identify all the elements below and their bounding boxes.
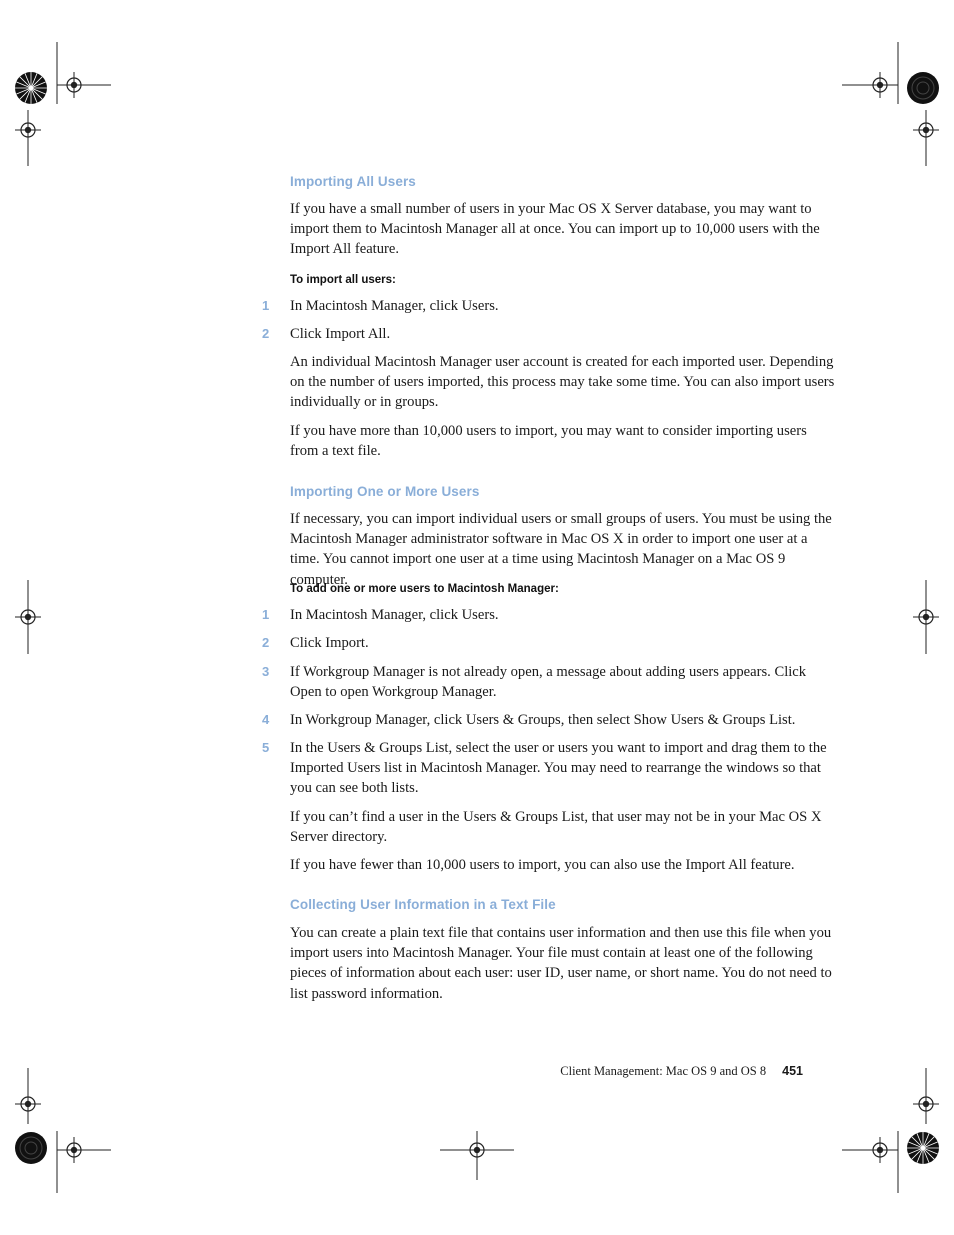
section-heading-collecting-user-information: Collecting User Information in a Text File: [290, 897, 556, 912]
section-intro-paragraph: If necessary, you can import individual users or small groups of users. You must be using the Macintosh Manager administrator software in Mac OS X in order to import one user at a time. You cannot import one user at a time using Macintosh Manager on a Mac OS 9 computer.: [290, 511, 832, 588]
step-number: 3: [262, 664, 270, 679]
procedure-title: To add one or more users to Macintosh Manager:: [290, 583, 559, 595]
section-heading-importing-all-users: Importing All Users: [290, 174, 416, 189]
step-text: If Workgroup Manager is not already open, a message about adding users appears. Click Open to open Workgroup Manager.: [290, 664, 807, 701]
step-number: 5: [262, 740, 270, 755]
note-paragraph: If you have more than 10,000 users to import, you may want to consider importing users from a text file.: [290, 423, 807, 460]
page-footer: [540, 1064, 803, 1079]
page-number: 451: [782, 1064, 803, 1078]
step-text: Click Import.: [290, 635, 369, 651]
step-text: In Workgroup Manager, click Users & Groups, then select Show Users & Groups List.: [290, 712, 796, 728]
section-heading-importing-one-or-more-users: Importing One or More Users: [290, 484, 480, 499]
step-text: In the Users & Groups List, select the user or users you want to import and drag them to the Imported Users list in Macintosh Manager. You may need to rearrange the windows so that you can see both lists.: [290, 740, 827, 797]
step-number: 4: [262, 712, 270, 727]
section-intro-paragraph: If you have a small number of users in your Mac OS X Server database, you may want to import them to Macintosh Manager all at once. You can import up to 10,000 users with the Import All feature.: [290, 201, 820, 258]
footer-chapter-title: Client Management: Mac OS 9 and OS 8: [560, 1064, 767, 1078]
step-number: 1: [262, 607, 270, 622]
step-number: 1: [262, 298, 270, 313]
note-paragraph: An individual Macintosh Manager user account is created for each imported user. Depending on the number of users imported, this process may take some time. You can also import users individually or in groups.: [290, 354, 835, 411]
step-text: Click Import All.: [290, 326, 391, 342]
section-intro-paragraph: You can create a plain text file that contains user information and then use this file when you import users into Macintosh Manager. Your file must contain at least one of the following pieces of information about each user: user ID, user name, or short name. You do not need to list password information.: [290, 925, 832, 1002]
note-paragraph: If you have fewer than 10,000 users to import, you can also use the Import All feature.: [290, 857, 795, 873]
procedure-title: To import all users:: [290, 274, 396, 286]
note-paragraph: If you can’t find a user in the Users & Groups List, that user may not be in your Mac OS X Server directory.: [290, 809, 822, 846]
step-number: 2: [262, 326, 270, 341]
step-text: In Macintosh Manager, click Users.: [290, 607, 499, 623]
step-text: In Macintosh Manager, click Users.: [290, 298, 499, 314]
step-number: 2: [262, 635, 270, 650]
